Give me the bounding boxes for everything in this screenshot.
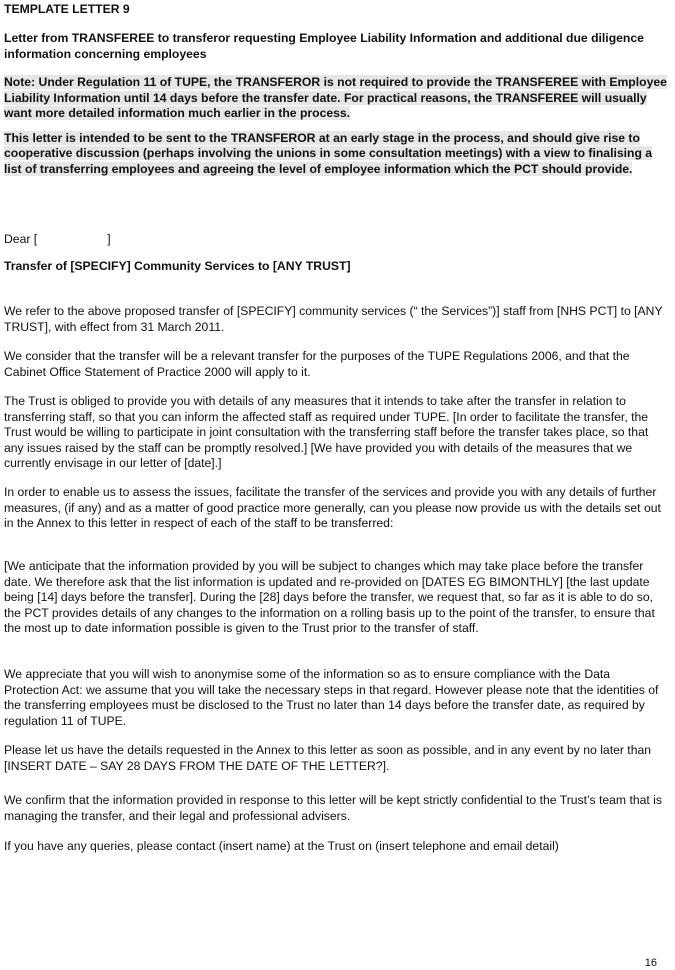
- note-paragraph: [2, 131, 674, 178]
- salutation-close: ]: [107, 232, 111, 246]
- body-paragraph: In order to enable us to assess the issues, facilitate the transfer of the services and provide you with any details of further measures, (if any) and as a matter of good practice more generally, can you please now provide us with the details set out in the Annex to this letter in respect of each of the staff to be transferred:: [4, 485, 661, 530]
- body-paragraph: If you have any queries, please contact (insert name) at the Trust on (insert telephone and email detail): [4, 839, 559, 853]
- guidance-note: [2, 75, 674, 177]
- salutation-open: Dear [: [4, 232, 38, 246]
- template-label: TEMPLATE LETTER 9: [4, 2, 130, 16]
- body-paragraph: We appreciate that you will wish to anonymise some of the information so as to ensure compliance with the Data Protection Act: we assume that you will take the necessary steps in that regard. However please note that the identities of the transferring employees must be disclosed to the Trust no later than 14 days before the transfer date, as required by regulation 11 of TUPE.: [4, 667, 659, 728]
- salutation: [4, 232, 111, 247]
- note-text: This letter is intended to be sent to the TRANSFEROR at an early stage in the process, and should give rise to cooperative discussion (perhaps involving the unions in some consultation meetings) with a view to finalising a list of transferring employees and agreeing the level of employee information which the PCT should provide.: [4, 130, 653, 176]
- body-paragraph: The Trust is obliged to provide you with details of any measures that it intends to take after the transfer in relation to transferring staff, so that you can inform the affected staff as required under TUPE. [In order to facilitate the transfer, the Trust would be willing to participate in joint consultation with the transferring staff before the transfer takes place, so that any issues raised by the staff can be promptly resolved.] [We have provided you with details of the measures that we currently envisage in our letter of [date].]: [4, 394, 649, 470]
- body-paragraph: Please let us have the details requested in the Annex to this letter as soon as possible, and in any event by no later than [INSERT DATE – SAY 28 DAYS FROM THE DATE OF THE LETTER?].: [4, 743, 652, 773]
- note-text: Note: Under Regulation 11 of TUPE, the TRANSFEROR is not required to provide the TRANSFEREE with Employee Liability Information until 14 days before the transfer date. For practical reasons, the TRANSFEREE will usually want more detailed information much earlier in the process.: [4, 75, 667, 120]
- letter-subtitle: Letter from TRANSFEREE to transferor requesting Employee Liability Information and additional due diligence information concerning employees: [4, 31, 644, 61]
- body-paragraph: [We anticipate that the information provided by you will be subject to changes which may take place before the transfer date. We therefore ask that the list information is updated and re-provided on [DATES EG BIMONTHLY] [the last update being [14] days before the transfer]. During the [28] days before the transfer, we request that, so far as it is able to do so, the PCT provides details of any changes to the information on a rolling basis up to the point of the transfer, to ensure that the most up to date information possible is given to the Trust prior to the transfer of staff.: [4, 559, 655, 635]
- letter-subject: Transfer of [SPECIFY] Community Services to [ANY TRUST]: [4, 259, 351, 273]
- page-number: 16: [644, 957, 657, 969]
- body-paragraph: We confirm that the information provided in response to this letter will be kept strictly confidential to the Trust’s team that is managing the transfer, and their legal and professional advisers.: [4, 793, 662, 823]
- body-paragraph: We consider that the transfer will be a relevant transfer for the purposes of the TUPE Regulations 2006, and that the Cabinet Office Statement of Practice 2000 will apply to it.: [4, 349, 630, 379]
- body-paragraph: We refer to the above proposed transfer of [SPECIFY] community services (“ the Services”)] staff from [NHS PCT] to [ANY TRUST], with effect from 31 March 2011.: [4, 304, 663, 334]
- note-paragraph: [2, 75, 674, 122]
